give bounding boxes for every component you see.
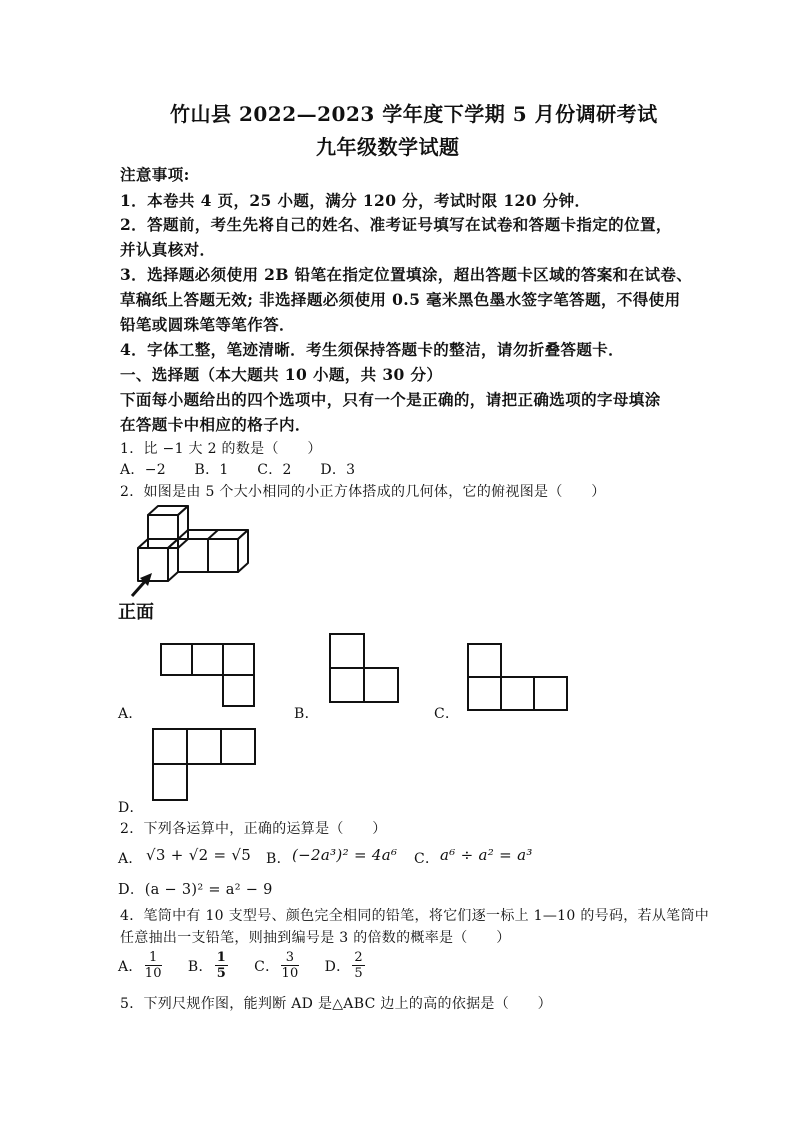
exam-title-line2: 九年级数学试题: [316, 135, 460, 159]
cube-back-side: [238, 530, 248, 572]
q4-option-a-label: A．: [118, 958, 143, 975]
cube-back-2: [208, 539, 238, 572]
q4-option-a-fraction: [145, 950, 162, 981]
q5-stem: 5．下列尺规作图，能判断 AD 是△ABC 边上的高的依据是（ ）: [120, 996, 552, 1012]
notice-item-4: 4．字体工整，笔迹清晰．考生须保持答题卡的整洁，请勿折叠答题卡．: [120, 340, 625, 359]
q4-option-c-label: C．: [254, 958, 280, 975]
cube-front: [138, 548, 168, 581]
q2-option-a-figure: [160, 643, 260, 709]
q2-option-c-label: C．: [434, 706, 460, 722]
q4-d-numerator: 2: [354, 950, 363, 965]
q4-option-b-fraction: [215, 950, 228, 981]
q4-option-b-label: B．: [187, 958, 213, 975]
q4-b-numerator: 1: [216, 950, 227, 965]
notice-item-3c: 铅笔或圆珠笔等笔作答．: [120, 315, 295, 334]
notice-item-3a: 3．选择题必须使用 2B 铅笔在指定位置填涂，超出答题卡区域的答案和在试卷、: [120, 265, 693, 284]
q2-option-b-label: B．: [294, 706, 319, 722]
q4-stem-2: 任意抽出一支铅笔，则抽到编号是 3 的倍数的概率是（ ）: [120, 930, 511, 946]
q2-option-b-figure: [329, 633, 403, 705]
q1-options: A．−2 B．1 C．2 D．3: [120, 462, 356, 478]
q4-c-denominator: 10: [281, 966, 299, 981]
q4-a-numerator: 1: [145, 950, 162, 966]
q3-stem: 2．下列各运算中，正确的运算是（ ）: [120, 821, 387, 837]
q4-b-denominator: 5: [216, 966, 227, 981]
q2-option-d-figure: [152, 728, 258, 804]
q4-stem-1: 4．笔筒中有 10 支型号、颜色完全相同的铅笔，将它们逐一标上 1—10 的号码，若从笔筒中: [120, 908, 710, 924]
q4-a-denominator: 10: [144, 966, 162, 981]
notice-item-1: 1．本卷共 4 页，25 小题，满分 120 分，考试时限 120 分钟．: [120, 191, 591, 210]
section1-instruction-2: 在答题卡中相应的格子内．: [120, 415, 311, 434]
q1-stem: 1．比 −1 大 2 的数是（ ）: [120, 441, 322, 457]
q2-option-c-figure: [467, 643, 571, 711]
q3-option-b-label: B．: [266, 851, 291, 867]
q4-option-d-fraction: [352, 950, 365, 981]
q4-option-c-fraction: [281, 950, 298, 981]
q3-option-a: √3 + √2 = √5: [146, 846, 252, 864]
notice-item-3b: 草稿纸上答题无效; 非选择题必须使用 0.5 毫米黑色墨水签字笔答题，不得使用: [120, 290, 681, 309]
q3-option-c: a⁶ ÷ a² = a³: [440, 846, 533, 864]
q3-option-b: (−2a³)² = 4a⁶: [292, 846, 398, 864]
q2-option-d-label: D．: [118, 800, 144, 816]
q2-stem: 2．如图是由 5 个大小相同的小正方体搭成的几何体，它的俯视图是（ ）: [120, 484, 606, 500]
q4-option-d-label: D．: [324, 958, 351, 975]
q3-option-c-label: C．: [414, 851, 440, 867]
notice-heading: 注意事项:: [120, 165, 190, 184]
q4-c-numerator: 3: [281, 950, 298, 966]
q4-options: [118, 950, 367, 981]
q3-option-a-label: A．: [118, 851, 143, 867]
notice-item-2b: 并认真核对．: [120, 240, 216, 259]
exam-title-line1: 竹山县 2022—2023 学年度下学期 5 月份调研考试: [170, 102, 658, 126]
section1-heading: 一、选择题（本大题共 10 小题，共 30 分）: [120, 365, 443, 384]
section1-instruction-1: 下面每小题给出的四个选项中，只有一个是正确的，请把正确选项的字母填涂: [120, 390, 661, 409]
q4-d-denominator: 5: [354, 966, 363, 981]
q2-option-a-label: A．: [118, 706, 143, 722]
cube-top-side: [178, 506, 188, 548]
q3-option-d: D．(a − 3)² = a² − 9: [118, 882, 273, 898]
front-label: 正面: [118, 602, 154, 623]
notice-item-2a: 2．答题前，考生先将自己的姓名、准考证号填写在试卷和答题卡指定的位置，: [120, 215, 672, 234]
